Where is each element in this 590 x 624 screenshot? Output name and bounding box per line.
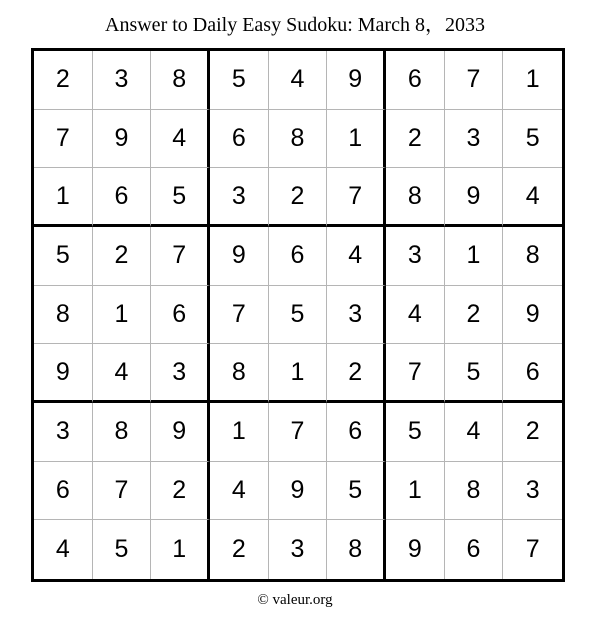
sudoku-cell: 7 bbox=[34, 110, 93, 169]
sudoku-cell: 4 bbox=[93, 344, 152, 403]
sudoku-cell: 2 bbox=[151, 462, 210, 521]
sudoku-cell: 2 bbox=[327, 344, 386, 403]
sudoku-cell: 3 bbox=[210, 168, 269, 227]
sudoku-cell: 9 bbox=[93, 110, 152, 169]
sudoku-cell: 4 bbox=[503, 168, 562, 227]
sudoku-cell: 8 bbox=[151, 51, 210, 110]
sudoku-cell: 2 bbox=[34, 51, 93, 110]
sudoku-cell: 7 bbox=[210, 286, 269, 345]
sudoku-cell: 8 bbox=[386, 168, 445, 227]
sudoku-cell: 5 bbox=[151, 168, 210, 227]
sudoku-cell: 5 bbox=[327, 462, 386, 521]
sudoku-cell: 6 bbox=[327, 403, 386, 462]
sudoku-cell: 7 bbox=[525, 535, 540, 564]
sudoku-cell: 2 bbox=[503, 403, 562, 462]
sudoku-cell: 6 bbox=[34, 462, 93, 521]
sudoku-cell: 9 bbox=[503, 286, 562, 345]
sudoku-cell: 8 bbox=[269, 110, 328, 169]
sudoku-cell: 4 bbox=[327, 227, 386, 286]
sudoku-cell: 4 bbox=[34, 520, 93, 579]
sudoku-cell: 3 bbox=[151, 344, 210, 403]
sudoku-cell: 6 bbox=[93, 168, 152, 227]
sudoku-cell: 7 bbox=[327, 168, 386, 227]
sudoku-cell: 9 bbox=[151, 403, 210, 462]
sudoku-cell: 3 bbox=[93, 51, 152, 110]
sudoku-cell: 6 bbox=[445, 520, 504, 579]
sudoku-cell: 3 bbox=[269, 520, 328, 579]
sudoku-cell: 1 bbox=[445, 227, 504, 286]
sudoku-cell: 1 bbox=[503, 51, 562, 110]
sudoku-cell: 2 bbox=[210, 520, 269, 579]
sudoku-cell: 8 bbox=[445, 462, 504, 521]
sudoku-cell: 5 bbox=[269, 286, 328, 345]
sudoku-cell: 4 bbox=[151, 110, 210, 169]
sudoku-cell: 8 bbox=[327, 520, 386, 579]
sudoku-cell: 6 bbox=[386, 51, 445, 110]
sudoku-cell: 6 bbox=[269, 227, 328, 286]
sudoku-cell: 8 bbox=[210, 344, 269, 403]
sudoku-cell: 8 bbox=[34, 286, 93, 345]
sudoku-cell: 5 bbox=[445, 344, 504, 403]
sudoku-cell: 7 bbox=[445, 51, 504, 110]
sudoku-cell: 1 bbox=[151, 520, 210, 579]
sudoku-cell: 3 bbox=[445, 110, 504, 169]
sudoku-cell: 9 bbox=[445, 168, 504, 227]
sudoku-cell: 2 bbox=[93, 227, 152, 286]
sudoku-cell: 2 bbox=[269, 168, 328, 227]
sudoku-cell: 4 bbox=[445, 403, 504, 462]
sudoku-cell: 6 bbox=[503, 344, 562, 403]
page-title: Answer to Daily Easy Sudoku: March 8，2033 bbox=[105, 14, 485, 36]
sudoku-cell: 9 bbox=[34, 344, 93, 403]
sudoku-cell: 1 bbox=[386, 462, 445, 521]
sudoku-cell: 7 bbox=[151, 227, 210, 286]
sudoku-cell: 7 bbox=[386, 344, 445, 403]
sudoku-cell: 6 bbox=[210, 110, 269, 169]
sudoku-cell: 1 bbox=[93, 286, 152, 345]
copyright-footer: © valeur.org bbox=[257, 592, 333, 608]
sudoku-board bbox=[31, 48, 565, 582]
sudoku-cell: 5 bbox=[386, 403, 445, 462]
sudoku-cell: 1 bbox=[34, 168, 93, 227]
sudoku-cell: 4 bbox=[269, 51, 328, 110]
sudoku-cell: 5 bbox=[503, 110, 562, 169]
sudoku-cell: 3 bbox=[386, 227, 445, 286]
sudoku-cell: 9 bbox=[210, 227, 269, 286]
sudoku-cell: 2 bbox=[386, 110, 445, 169]
sudoku-cell: 5 bbox=[210, 51, 269, 110]
sudoku-cell: 8 bbox=[93, 403, 152, 462]
sudoku-cell: 1 bbox=[210, 403, 269, 462]
sudoku-cell: 3 bbox=[503, 462, 562, 521]
sudoku-cell: 9 bbox=[269, 462, 328, 521]
sudoku-cell: 1 bbox=[327, 110, 386, 169]
sudoku-cell: 9 bbox=[386, 520, 445, 579]
sudoku-cell: 6 bbox=[151, 286, 210, 345]
sudoku-cell: 9 bbox=[327, 51, 386, 110]
sudoku-cell: 1 bbox=[269, 344, 328, 403]
sudoku-cell: 7 bbox=[93, 462, 152, 521]
sudoku-cell: 2 bbox=[445, 286, 504, 345]
sudoku-cell: 5 bbox=[34, 227, 93, 286]
sudoku-cell: 5 bbox=[93, 520, 152, 579]
sudoku-cell: 3 bbox=[327, 286, 386, 345]
sudoku-cell: 7 bbox=[269, 403, 328, 462]
sudoku-cell: 4 bbox=[386, 286, 445, 345]
sudoku-cell: 3 bbox=[34, 403, 93, 462]
sudoku-cell: 8 bbox=[503, 227, 562, 286]
sudoku-cell: 4 bbox=[210, 462, 269, 521]
